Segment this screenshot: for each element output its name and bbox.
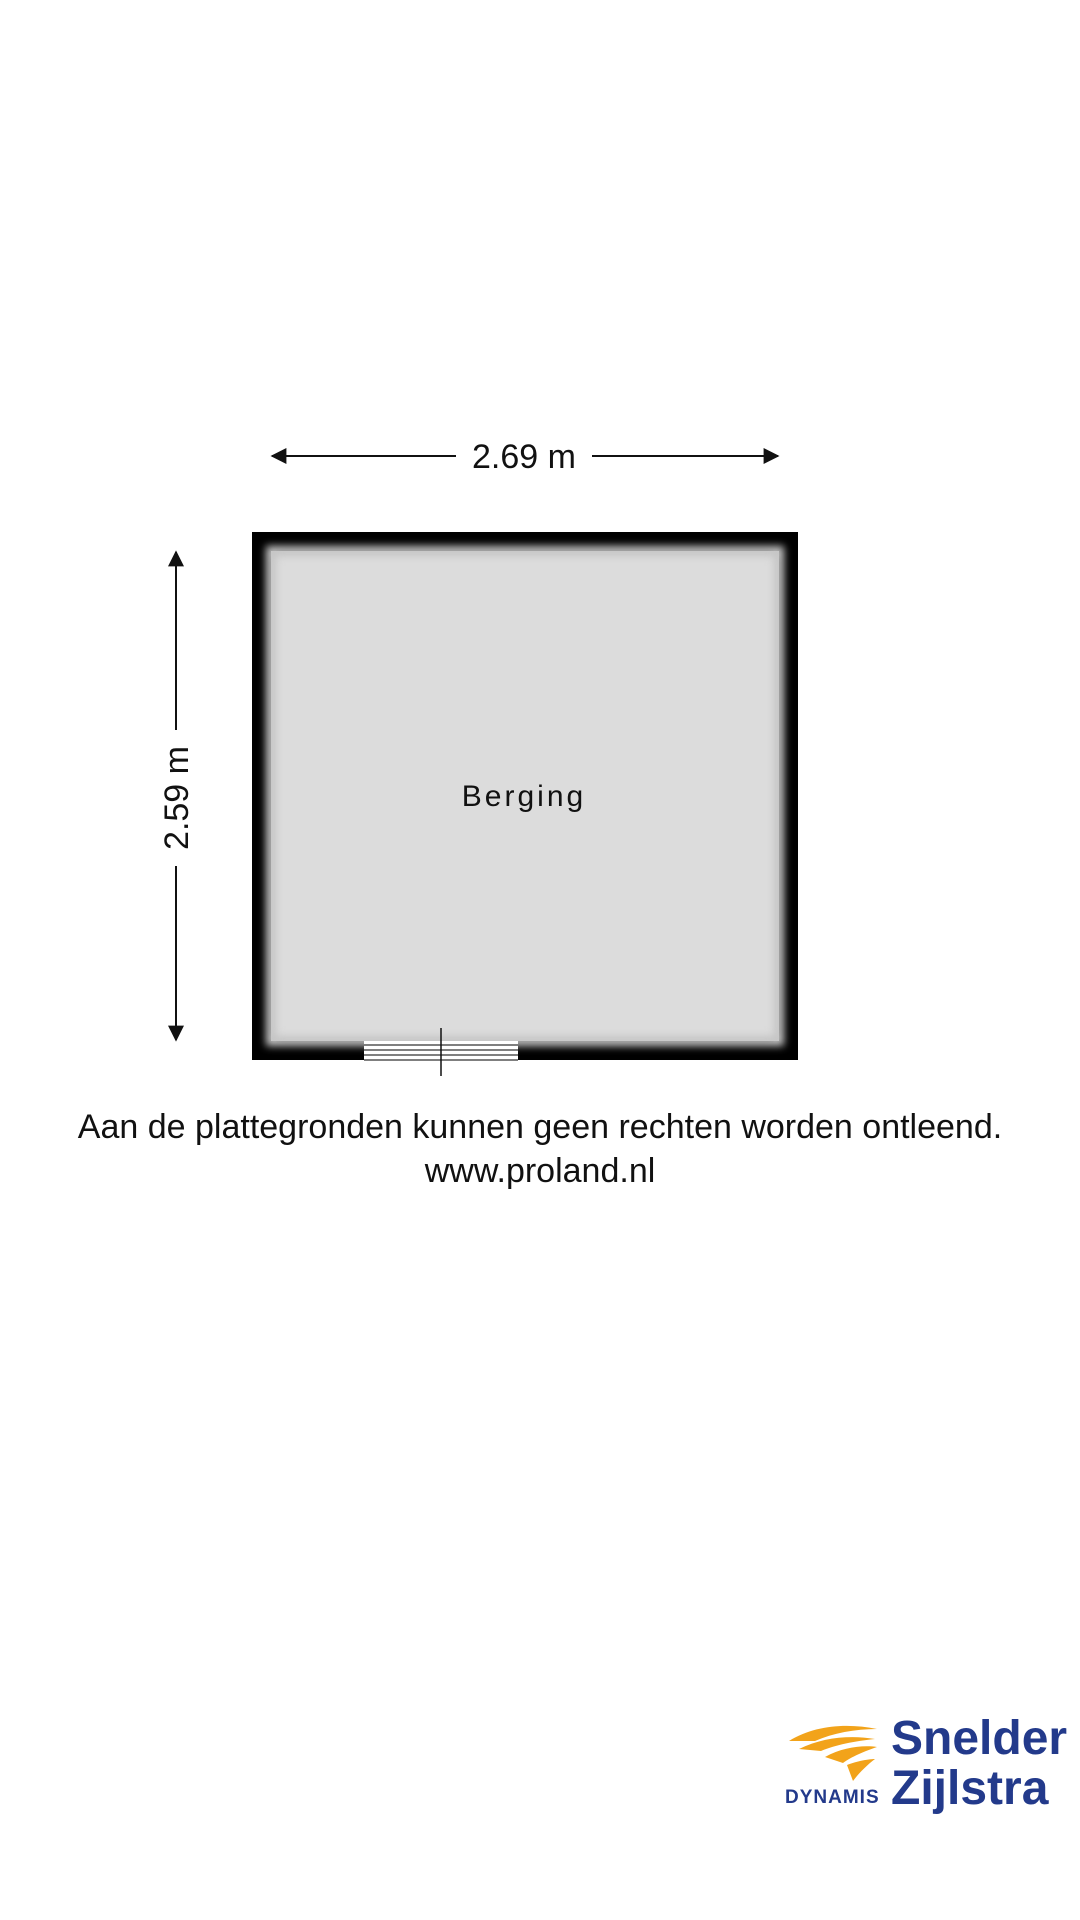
logo-sub-text: DYNAMIS (785, 1787, 880, 1808)
width-dimension (272, 438, 778, 476)
logo-name-line2: Zijlstra (891, 1762, 1049, 1815)
room-name: Berging (461, 780, 587, 813)
website-link[interactable]: www.proland.nl (424, 1152, 656, 1190)
height-dimension (158, 552, 196, 1040)
disclaimer-text: Aan de plattegronden kunnen geen rechten worden ontleend. (77, 1108, 1003, 1146)
logo-name-line1: Snelder (891, 1712, 1068, 1765)
height-dimension-label: 2.59 m (158, 746, 196, 850)
company-logo (785, 1705, 1068, 1825)
dynamis-swoosh-icon (785, 1715, 885, 1795)
width-dimension-label: 2.69 m (472, 438, 576, 476)
room-berging (252, 532, 798, 1076)
